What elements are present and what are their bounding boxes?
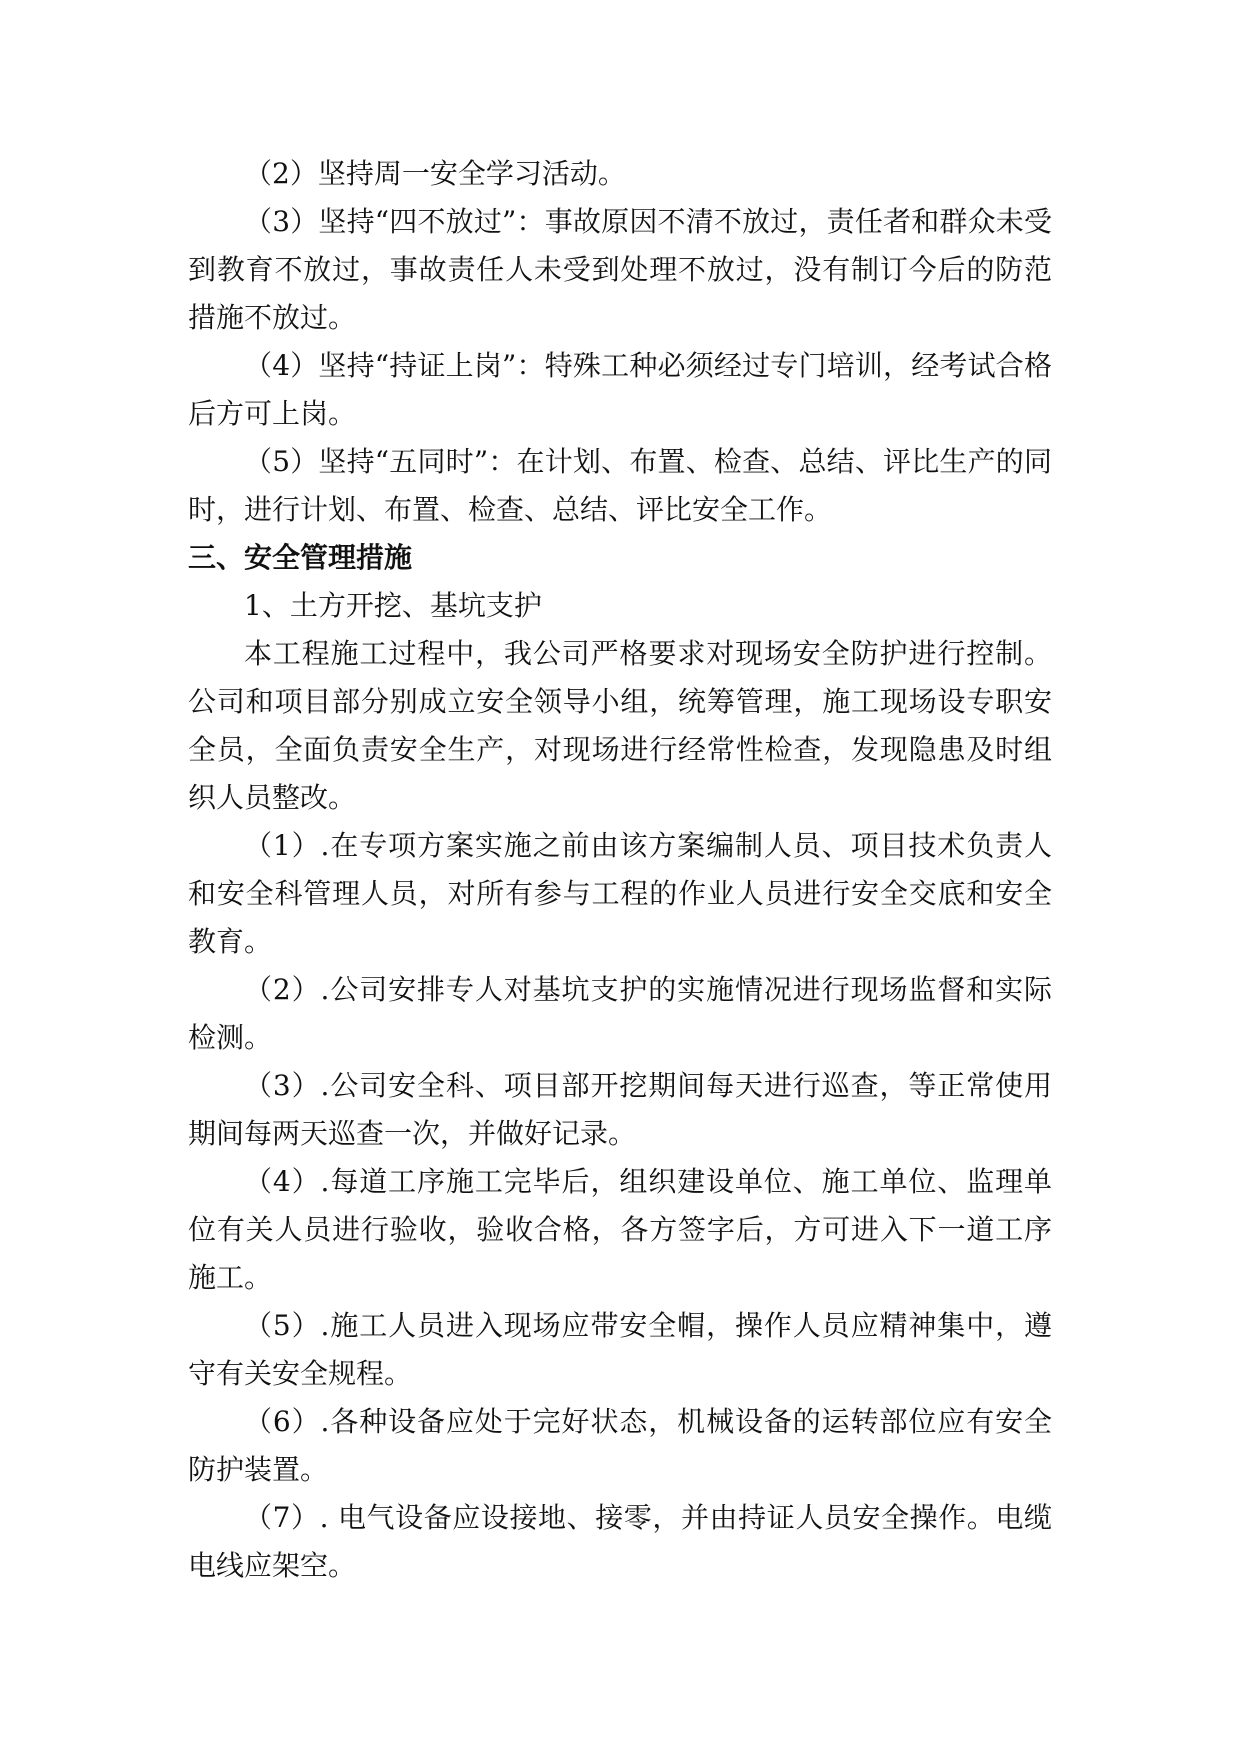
paragraph-item-4: （4）坚持“持证上岗”：特殊工种必须经过专门培训，经考试合格后方可上岗。: [188, 349, 1052, 430]
measure-item-1: （1）.在专项方案实施之前由该方案编制人员、项目技术负责人和安全科管理人员，对所有参与工程的作业人员进行安全交底和安全教育。: [188, 829, 1052, 958]
measure-item-6: （6）.各种设备应处于完好状态，机械设备的运转部位应有安全防护装置。: [188, 1405, 1052, 1486]
section-subheading: 1、土方开挖、基坑支护: [244, 589, 542, 622]
intro-paragraph: 本工程施工过程中，我公司严格要求对现场安全防护进行控制。公司和项目部分别成立安全领导小组，统筹管理，施工现场设专职安全员，全面负责安全生产，对现场进行经常性检查，发现隐患及时组织人员整改。: [188, 637, 1052, 814]
measure-item-2: （2）.公司安排专人对基坑支护的实施情况进行现场监督和实际检测。: [188, 973, 1052, 1054]
paragraph-item-5: （5）坚持“五同时”：在计划、布置、检查、总结、评比生产的同时，进行计划、布置、检查、总结、评比安全工作。: [188, 445, 1052, 526]
measure-item-4: （4）.每道工序施工完毕后，组织建设单位、施工单位、监理单位有关人员进行验收，验收合格，各方签字后，方可进入下一道工序施工。: [188, 1165, 1052, 1294]
document-page: [188, 150, 1052, 1590]
paragraph-item-3: （3）坚持“四不放过”：事故原因不清不放过，责任者和群众未受到教育不放过，事故责任人未受到处理不放过，没有制订今后的防范措施不放过。: [188, 205, 1052, 334]
paragraph-item-2: （2）坚持周一安全学习活动。: [244, 157, 626, 190]
measure-item-7: （7）. 电气设备应设接地、接零，并由持证人员安全操作。电缆电线应架空。: [188, 1501, 1052, 1582]
section-heading: 三、安全管理措施: [188, 541, 413, 574]
measure-item-3: （3）.公司安全科、项目部开挖期间每天进行巡查，等正常使用期间每两天巡查一次，并做好记录。: [188, 1069, 1052, 1150]
measure-item-5: （5）.施工人员进入现场应带安全帽，操作人员应精神集中，遵守有关安全规程。: [188, 1309, 1052, 1390]
